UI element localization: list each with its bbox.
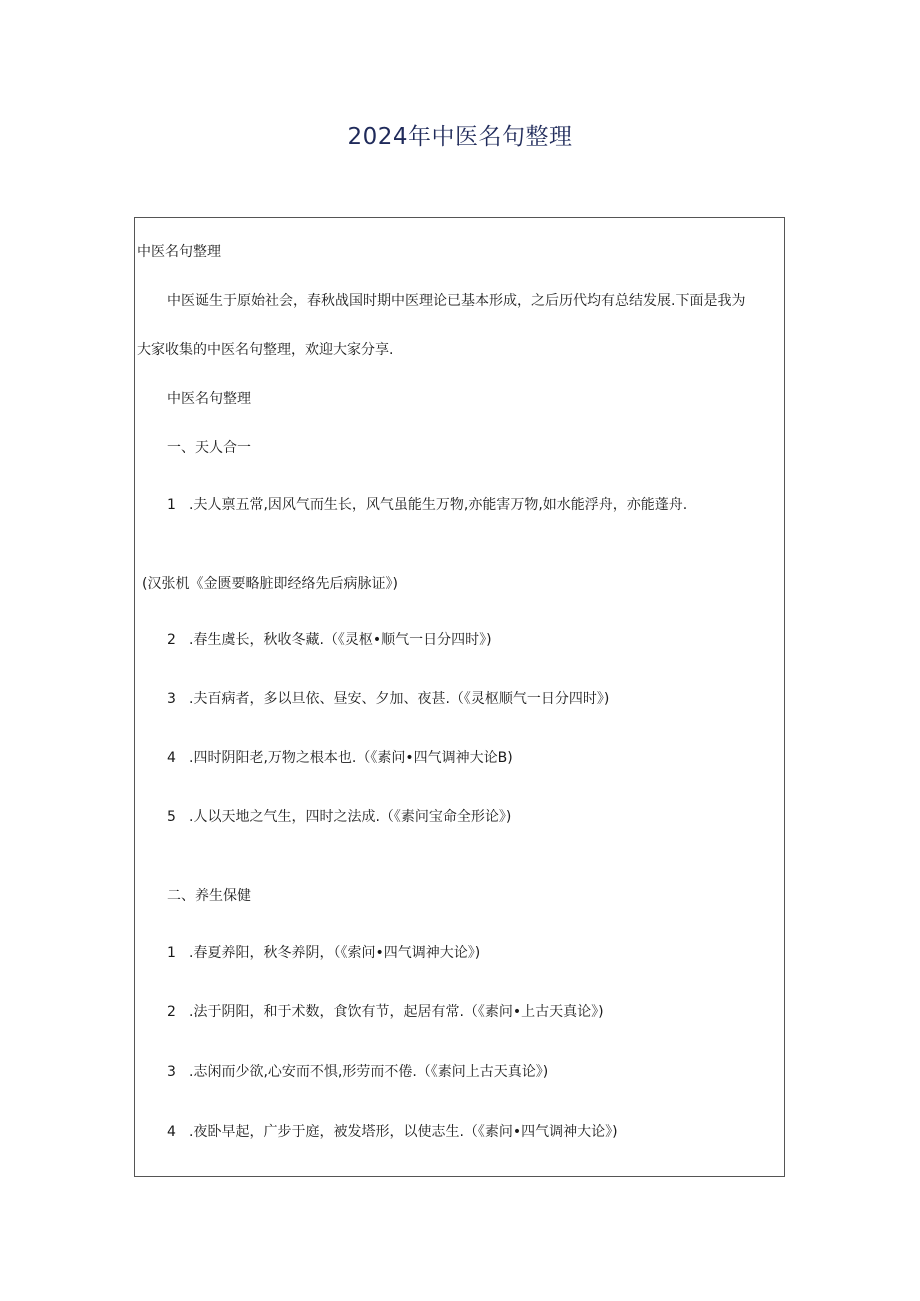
- list-item: [167, 689, 609, 709]
- intro-paragraph-line-1: 中医诞生于原始社会，春秋战国时期中医理论已基本形成，之后历代均有总结发展.下面是我为: [167, 293, 746, 309]
- list-item-text: .夜卧早起，广步于庭，被发塔形，以使志生.（《素问•四气调神大论》): [189, 1124, 618, 1140]
- list-item: [167, 1122, 618, 1142]
- list-item-number: 2: [167, 632, 176, 648]
- list-item-text: .春生虞长，秋收冬藏.（《灵枢•顺气一日分四时》): [189, 632, 492, 648]
- list-item-text: .夫百病者，多以旦依、昼安、夕加、夜甚.（《灵枢顺气一日分四时》): [189, 691, 610, 707]
- section-title-2: 二、养生保健: [167, 888, 251, 904]
- list-item-number: 4: [167, 750, 176, 766]
- list-item-number: 5: [167, 809, 176, 825]
- list-item-text: (汉张机《金匮要略脏即经络先后病脉证》): [142, 576, 398, 592]
- document-title: 2024年中医名句整理: [347, 124, 573, 150]
- section-heading: 中医名句整理: [137, 244, 221, 260]
- list-item: [167, 943, 480, 963]
- list-item: [167, 1062, 548, 1082]
- list-item-number: 1: [167, 497, 176, 513]
- list-item-text: .志闲而少欲,心安而不惧,形劳而不倦.（《素问上古天真论》): [189, 1064, 549, 1080]
- list-item: [167, 495, 687, 515]
- list-item: [167, 630, 492, 650]
- list-item-text: .人以天地之气生，四时之法成.（《素问宝命全形论》): [189, 809, 512, 825]
- list-item-text: .春夏养阳，秋冬养阴，（《索问•四气调神大论》): [189, 945, 481, 961]
- list-item-number: 1: [167, 945, 176, 961]
- list-item-number: 4: [167, 1124, 176, 1140]
- list-item-text: .夫人禀五常,因风气而生长，风气虽能生万物,亦能害万物,如水能浮舟，亦能蓬舟.: [189, 497, 688, 513]
- section-title-1: 一、天人合一: [167, 440, 251, 456]
- intro-paragraph-line-2: 大家收集的中医名句整理，欢迎大家分享.: [137, 342, 394, 358]
- list-item-text: .四时阴阳老,万物之根本也.（《素问•四气调神大论B): [189, 750, 513, 766]
- list-item: [167, 1002, 604, 1022]
- list-item-number: 3: [167, 1064, 176, 1080]
- list-item-citation: [142, 574, 398, 594]
- list-item: [167, 748, 513, 768]
- list-item: [167, 807, 511, 827]
- list-item-number: 2: [167, 1004, 176, 1020]
- list-item-number: 3: [167, 691, 176, 707]
- list-item-text: .法于阴阳，和于术数，食饮有节，起居有常.（《素问•上古天真论》): [189, 1004, 604, 1020]
- subheading: 中医名句整理: [167, 391, 251, 407]
